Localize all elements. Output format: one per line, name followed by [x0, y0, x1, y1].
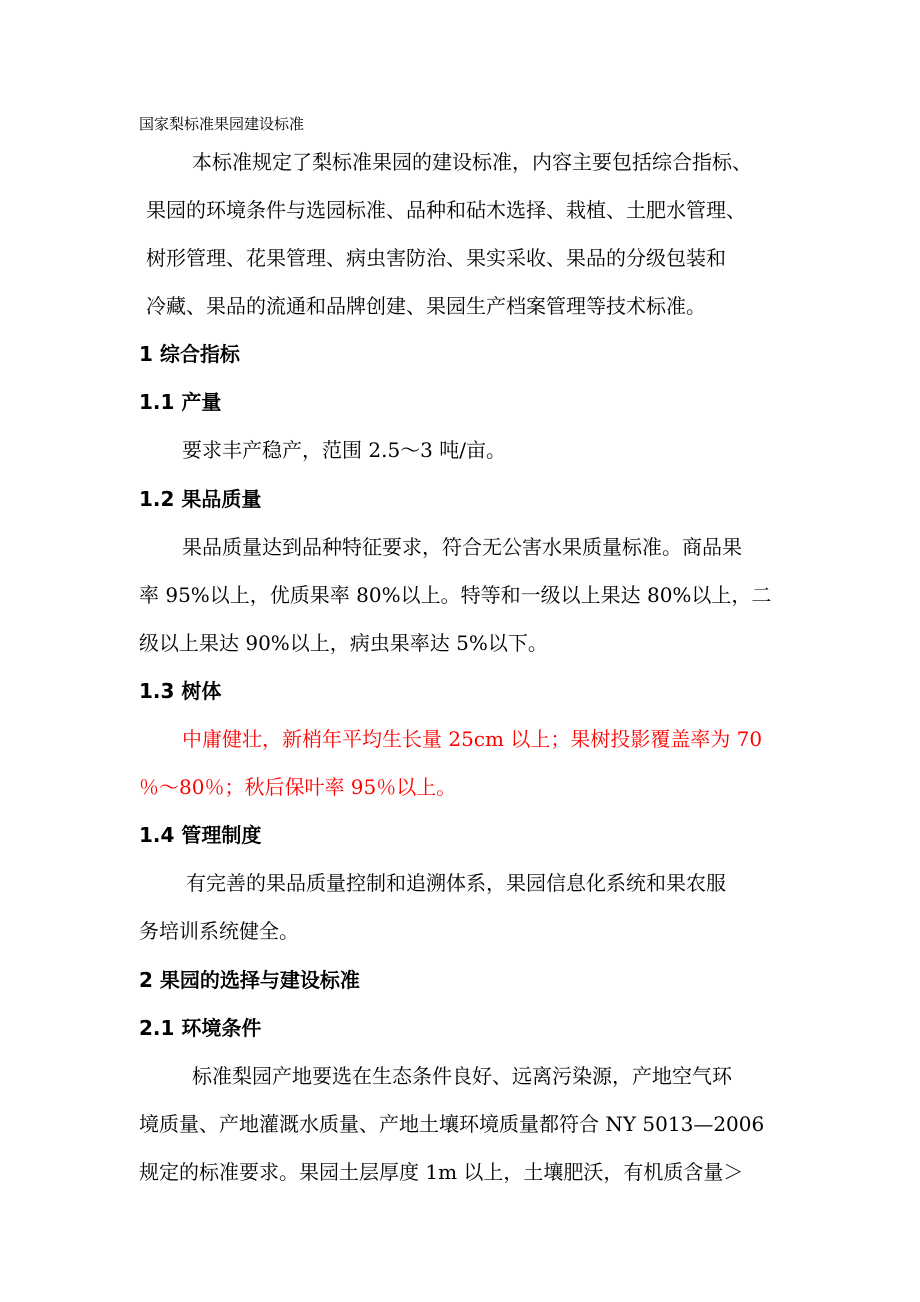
section-1-3-line-2: ％～80％；秋后保叶率 95％以上。: [139, 775, 457, 799]
section-1-heading: 1 综合指标: [139, 342, 240, 366]
intro-line-2: 果园的环境条件与选园标准、品种和砧木选择、栽植、土肥水管理、: [146, 198, 746, 222]
section-2-1-line-3: 规定的标准要求。果园土层厚度 1m 以上，土壤肥沃，有机质含量＞: [139, 1160, 744, 1184]
section-2-1-heading: 2.1 环境条件: [139, 1016, 262, 1040]
section-1-3-heading: 1.3 树体: [139, 679, 222, 703]
section-1-4-heading: 1.4 管理制度: [139, 823, 262, 847]
document-title: 国家梨标准果园建设标准: [139, 115, 305, 133]
section-1-1-heading: 1.1 产量: [139, 390, 222, 414]
section-1-3-line-1: 中庸健壮，新梢年平均生长量 25cm 以上；果树投影覆盖率为 70: [182, 727, 763, 751]
section-1-4-line-2: 务培训系统健全。: [139, 919, 299, 943]
section-2-1-line-2: 境质量、产地灌溉水质量、产地土壤环境质量都符合 NY 5013—2006: [139, 1112, 765, 1136]
intro-line-3: 树形管理、花果管理、病虫害防治、果实采收、果品的分级包装和: [146, 246, 726, 270]
section-1-2-line-2: 率 95%以上，优质果率 80%以上。特等和一级以上果达 80%以上，二: [139, 583, 772, 607]
intro-line-4: 冷藏、果品的流通和品牌创建、果园生产档案管理等技术标准。: [146, 294, 706, 318]
section-1-2-heading: 1.2 果品质量: [139, 487, 262, 511]
section-1-2-line-1: 果品质量达到品种特征要求，符合无公害水果质量标准。商品果: [182, 535, 742, 559]
section-1-2-line-3: 级以上果达 90%以上，病虫果率达 5%以下。: [139, 631, 548, 655]
section-2-1-line-1: 标准梨园产地要选在生态条件良好、远离污染源，产地空气环: [192, 1064, 732, 1088]
intro-line-1: 本标准规定了梨标准果园的建设标准，内容主要包括综合指标、: [192, 150, 752, 174]
section-1-4-line-1: 有完善的果品质量控制和追溯体系，果园信息化系统和果农服: [186, 871, 726, 895]
section-1-1-line-1: 要求丰产稳产，范围 2.5～3 吨/亩。: [182, 438, 506, 462]
section-2-heading: 2 果园的选择与建设标准: [139, 968, 360, 992]
